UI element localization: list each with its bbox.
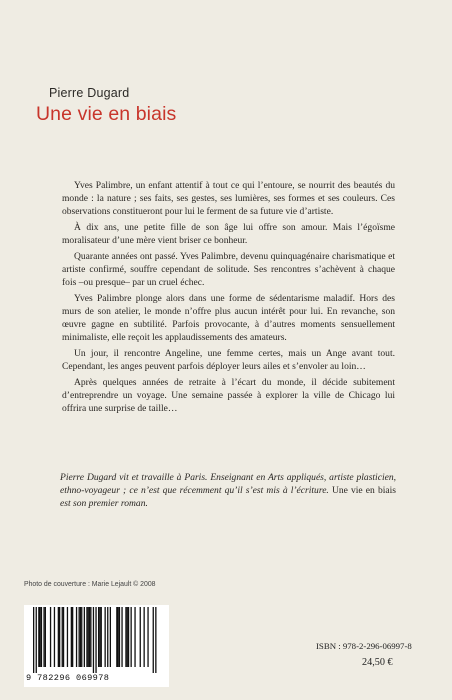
barcode-bar xyxy=(88,607,89,667)
barcode-bar xyxy=(105,607,106,667)
blurb-paragraph: Après quelques années de retraite à l’écart du monde, il décide subitement d’entreprendre un voyage. Une semaine passée à explorer la ville de Chicago lui offrira une surprise de taille… xyxy=(62,377,395,414)
barcode-bar xyxy=(43,607,44,667)
barcode-bar xyxy=(45,607,46,667)
barcode-bar xyxy=(90,607,91,667)
barcode-bar xyxy=(41,607,42,667)
blurb-paragraph: À dix ans, une petite fille de son âge lui offre son amour. Mais l’égoïsme moralisateur d’une mère vient briser ce bonheur. xyxy=(62,221,395,246)
barcode xyxy=(24,605,169,687)
barcode-bar xyxy=(59,607,60,667)
barcode-bar xyxy=(33,607,34,673)
barcode-bar xyxy=(140,607,141,667)
barcode-bar xyxy=(153,607,154,673)
blurb-paragraph: Yves Palimbre plonge alors dans une forme de sédentarisme maladif. Hors des murs de son atelier, le monde n’offre plus aucun intérêt pour lui. En revanche, son œuvre gagne en subtilité. Parfois provocante, à d’autres moments sensuellement minimaliste, elle reçoit les applaudissements des amateurs. xyxy=(62,293,395,343)
barcode-bar xyxy=(101,607,102,667)
barcode-bar xyxy=(63,607,64,667)
barcode-bar xyxy=(84,607,85,667)
barcode-bar xyxy=(40,607,41,667)
barcode-bars xyxy=(33,607,160,673)
barcode-bar xyxy=(93,607,94,673)
back-cover-blurb xyxy=(62,180,395,419)
barcode-bar xyxy=(79,607,80,667)
barcode-bar xyxy=(98,607,99,667)
barcode-bar xyxy=(121,607,122,667)
barcode-bar xyxy=(86,607,87,667)
author-bio-text xyxy=(60,472,396,510)
barcode-bar xyxy=(118,607,119,667)
blurb-paragraph: Quarante années ont passé. Yves Palimbre, devenu quinquagénaire charismatique et artiste confirmé, souffre cependant de solitude. Ses rencontres s’achèvent à chaque fois –ou presque– par un cruel échec. xyxy=(62,251,395,288)
isbn-number: ISBN : 978-2-296-06997-8 xyxy=(316,641,412,651)
barcode-bar xyxy=(89,607,90,667)
barcode-bar xyxy=(119,607,120,667)
barcode-bar xyxy=(58,607,59,667)
barcode-bar xyxy=(127,607,128,667)
barcode-bar xyxy=(54,607,55,667)
barcode-bar xyxy=(38,607,39,667)
barcode-bar xyxy=(76,607,77,667)
barcode-bar xyxy=(134,607,135,667)
author-bio xyxy=(60,472,396,510)
barcode-bar xyxy=(125,607,126,667)
barcode-bar xyxy=(128,607,129,667)
barcode-bar xyxy=(147,607,148,667)
barcode-bar xyxy=(116,607,117,667)
barcode-bar xyxy=(95,607,96,673)
price: 24,50 € xyxy=(362,657,393,668)
barcode-bar xyxy=(80,607,81,667)
barcode-digits: 9 782296 069978 xyxy=(26,673,110,683)
blurb-paragraph: Yves Palimbre, un enfant attentif à tout ce qui l’entoure, se nourrit des beautés du monde : la nature ; ses faits, ses gestes, ses lumières, ses formes et ses couleurs. Ces observations constitueront pour lui le ferment de sa future vie d’artiste. xyxy=(62,180,395,217)
barcode-bar xyxy=(107,607,108,667)
barcode-bar xyxy=(72,607,73,667)
barcode-bar xyxy=(67,607,68,667)
barcode-bar xyxy=(155,607,156,673)
barcode-bar xyxy=(144,607,145,667)
bio-part-2: est son premier roman. xyxy=(60,497,148,509)
barcode-bar xyxy=(62,607,63,667)
barcode-bar xyxy=(99,607,100,667)
bio-book-title: Une vie en biais xyxy=(331,484,396,496)
photo-credit: Photo de couverture : Marie Lejault © 2008 xyxy=(24,581,156,588)
barcode-bar xyxy=(81,607,82,667)
barcode-bar xyxy=(110,607,111,667)
barcode-bar xyxy=(71,607,72,667)
book-title: Une vie en biais xyxy=(36,103,177,125)
barcode-bar xyxy=(50,607,51,667)
blurb-paragraph: Un jour, il rencontre Angeline, une femme certes, mais un Ange avant tout. Cependant, les anges peuvent parfois déployer leurs ailes et s’envoler au loin… xyxy=(62,347,395,372)
barcode-bar xyxy=(131,607,132,667)
barcode-bar xyxy=(36,607,37,673)
bio-part-1: Pierre Dugard vit et travaille à Paris. Enseignant en Arts appliqués, artiste plasticien, ethno-voyageur ; ce n’est que récemment qu’il s’est mis à l’écriture. xyxy=(60,472,396,496)
author-name: Pierre Dugard xyxy=(49,86,130,100)
